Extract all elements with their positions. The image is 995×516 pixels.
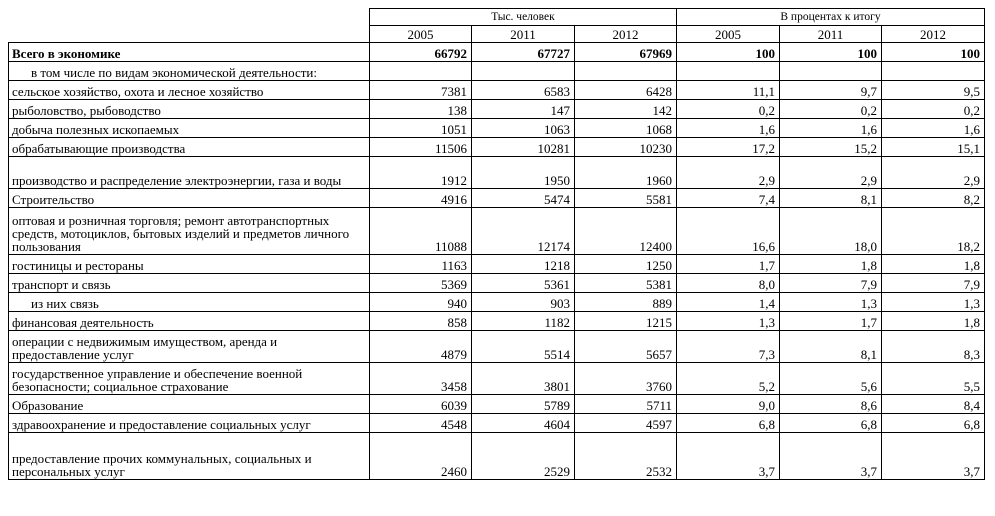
value-cell: 7,3: [677, 331, 780, 363]
value-cell: 2,9: [677, 157, 780, 189]
value-cell: 147: [472, 100, 575, 119]
value-cell: 1960: [575, 157, 677, 189]
value-cell: 5,6: [780, 363, 882, 395]
row-label: Строительство: [9, 189, 370, 208]
row-label: финансовая деятельность: [9, 312, 370, 331]
row-label: здравоохранение и предоставление социальных услуг: [9, 414, 370, 433]
value-cell: 5711: [575, 395, 677, 414]
value-cell: 8,2: [882, 189, 985, 208]
value-cell: 7,4: [677, 189, 780, 208]
table-row: [9, 312, 985, 331]
value-cell: 1,7: [780, 312, 882, 331]
value-cell: 15,2: [780, 138, 882, 157]
value-cell: 2532: [575, 433, 677, 480]
table-row: [9, 293, 985, 312]
value-cell: 1250: [575, 255, 677, 274]
empty-cell: [677, 62, 780, 81]
value-cell: 18,2: [882, 208, 985, 255]
value-cell: 1,6: [677, 119, 780, 138]
value-cell: 5657: [575, 331, 677, 363]
value-cell: 5,2: [677, 363, 780, 395]
value-cell: 6,8: [780, 414, 882, 433]
value-cell: 940: [370, 293, 472, 312]
table-row: [9, 138, 985, 157]
subheader-row: [9, 62, 985, 81]
value-cell: 66792: [370, 43, 472, 62]
value-cell: 5381: [575, 274, 677, 293]
value-cell: 2460: [370, 433, 472, 480]
value-cell: 138: [370, 100, 472, 119]
row-label: Всего в экономике: [9, 43, 370, 62]
value-cell: 0,2: [780, 100, 882, 119]
value-cell: 5369: [370, 274, 472, 293]
value-cell: 858: [370, 312, 472, 331]
table-row: [9, 255, 985, 274]
value-cell: 6,8: [677, 414, 780, 433]
header-year: 2011: [472, 26, 575, 43]
value-cell: 6,8: [882, 414, 985, 433]
row-label: операции с недвижимым имуществом, аренда и предоставление услуг: [9, 331, 370, 363]
empty-cell: [472, 62, 575, 81]
value-cell: 5581: [575, 189, 677, 208]
value-cell: 889: [575, 293, 677, 312]
employment-table: [8, 8, 985, 480]
value-cell: 12174: [472, 208, 575, 255]
value-cell: 3,7: [882, 433, 985, 480]
value-cell: 11506: [370, 138, 472, 157]
value-cell: 6428: [575, 81, 677, 100]
row-label: добыча полезных ископаемых: [9, 119, 370, 138]
value-cell: 1,3: [882, 293, 985, 312]
table-row: [9, 363, 985, 395]
value-cell: 4548: [370, 414, 472, 433]
table-row: [9, 119, 985, 138]
total-row: [9, 43, 985, 62]
empty-cell: [780, 62, 882, 81]
value-cell: 7381: [370, 81, 472, 100]
value-cell: 100: [780, 43, 882, 62]
table-row: [9, 395, 985, 414]
subheader-label: в том числе по видам экономической деятельности:: [9, 62, 370, 81]
row-label: оптовая и розничная торговля; ремонт автотранспортных средств, мотоциклов, бытовых изделий и предметов личного пользования: [9, 208, 370, 255]
row-label: производство и распределение электроэнергии, газа и воды: [9, 157, 370, 189]
value-cell: 4597: [575, 414, 677, 433]
row-label: обрабатывающие производства: [9, 138, 370, 157]
value-cell: 8,4: [882, 395, 985, 414]
value-cell: 11,1: [677, 81, 780, 100]
value-cell: 7,9: [882, 274, 985, 293]
value-cell: 1,6: [882, 119, 985, 138]
value-cell: 67969: [575, 43, 677, 62]
value-cell: 3801: [472, 363, 575, 395]
value-cell: 1,3: [780, 293, 882, 312]
header-year: 2005: [370, 26, 472, 43]
header-group-percent: В процентах к итогу: [677, 9, 985, 26]
row-label: из них связь: [9, 293, 370, 312]
table-row: [9, 81, 985, 100]
table-row: [9, 331, 985, 363]
row-label: гостиницы и рестораны: [9, 255, 370, 274]
value-cell: 1,7: [677, 255, 780, 274]
value-cell: 3458: [370, 363, 472, 395]
header-year: 2012: [575, 26, 677, 43]
value-cell: 2,9: [780, 157, 882, 189]
value-cell: 11088: [370, 208, 472, 255]
value-cell: 1950: [472, 157, 575, 189]
value-cell: 1063: [472, 119, 575, 138]
value-cell: 8,1: [780, 331, 882, 363]
value-cell: 0,2: [882, 100, 985, 119]
value-cell: 10281: [472, 138, 575, 157]
value-cell: 10230: [575, 138, 677, 157]
value-cell: 15,1: [882, 138, 985, 157]
header-group-row: [9, 9, 985, 26]
row-label: транспорт и связь: [9, 274, 370, 293]
table-row: [9, 189, 985, 208]
header-year: 2011: [780, 26, 882, 43]
header-empty-cell: [9, 9, 370, 43]
value-cell: 4916: [370, 189, 472, 208]
value-cell: 100: [677, 43, 780, 62]
value-cell: 6039: [370, 395, 472, 414]
value-cell: 18,0: [780, 208, 882, 255]
value-cell: 903: [472, 293, 575, 312]
value-cell: 8,6: [780, 395, 882, 414]
value-cell: 4879: [370, 331, 472, 363]
header-year: 2012: [882, 26, 985, 43]
value-cell: 1215: [575, 312, 677, 331]
value-cell: 3,7: [780, 433, 882, 480]
value-cell: 9,7: [780, 81, 882, 100]
value-cell: 5361: [472, 274, 575, 293]
empty-cell: [370, 62, 472, 81]
value-cell: 2,9: [882, 157, 985, 189]
value-cell: 12400: [575, 208, 677, 255]
value-cell: 3,7: [677, 433, 780, 480]
value-cell: 2529: [472, 433, 575, 480]
value-cell: 1051: [370, 119, 472, 138]
value-cell: 5789: [472, 395, 575, 414]
value-cell: 8,1: [780, 189, 882, 208]
row-label: рыболовство, рыбоводство: [9, 100, 370, 119]
value-cell: 67727: [472, 43, 575, 62]
value-cell: 1068: [575, 119, 677, 138]
value-cell: 9,0: [677, 395, 780, 414]
row-label: Образование: [9, 395, 370, 414]
value-cell: 1218: [472, 255, 575, 274]
value-cell: 1182: [472, 312, 575, 331]
value-cell: 1,4: [677, 293, 780, 312]
header-group-absolute: Тыс. человек: [370, 9, 677, 26]
value-cell: 5,5: [882, 363, 985, 395]
table-row: [9, 100, 985, 119]
table-row: [9, 433, 985, 480]
table-row: [9, 157, 985, 189]
document-page: [8, 8, 985, 480]
value-cell: 142: [575, 100, 677, 119]
value-cell: 3760: [575, 363, 677, 395]
value-cell: 100: [882, 43, 985, 62]
value-cell: 17,2: [677, 138, 780, 157]
value-cell: 1,8: [780, 255, 882, 274]
value-cell: 4604: [472, 414, 575, 433]
value-cell: 1,6: [780, 119, 882, 138]
table-row: [9, 414, 985, 433]
empty-cell: [575, 62, 677, 81]
value-cell: 1,3: [677, 312, 780, 331]
value-cell: 8,3: [882, 331, 985, 363]
value-cell: 1,8: [882, 312, 985, 331]
value-cell: 9,5: [882, 81, 985, 100]
row-label: предоставление прочих коммунальных, социальных и персональных услуг: [9, 433, 370, 480]
value-cell: 1163: [370, 255, 472, 274]
value-cell: 8,0: [677, 274, 780, 293]
value-cell: 1,8: [882, 255, 985, 274]
value-cell: 7,9: [780, 274, 882, 293]
value-cell: 5514: [472, 331, 575, 363]
value-cell: 1912: [370, 157, 472, 189]
row-label: государственное управление и обеспечение военной безопасности; социальное страхование: [9, 363, 370, 395]
value-cell: 0,2: [677, 100, 780, 119]
header-year: 2005: [677, 26, 780, 43]
empty-cell: [882, 62, 985, 81]
value-cell: 6583: [472, 81, 575, 100]
table-row: [9, 274, 985, 293]
value-cell: 16,6: [677, 208, 780, 255]
row-label: сельское хозяйство, охота и лесное хозяйство: [9, 81, 370, 100]
value-cell: 5474: [472, 189, 575, 208]
table-row: [9, 208, 985, 255]
